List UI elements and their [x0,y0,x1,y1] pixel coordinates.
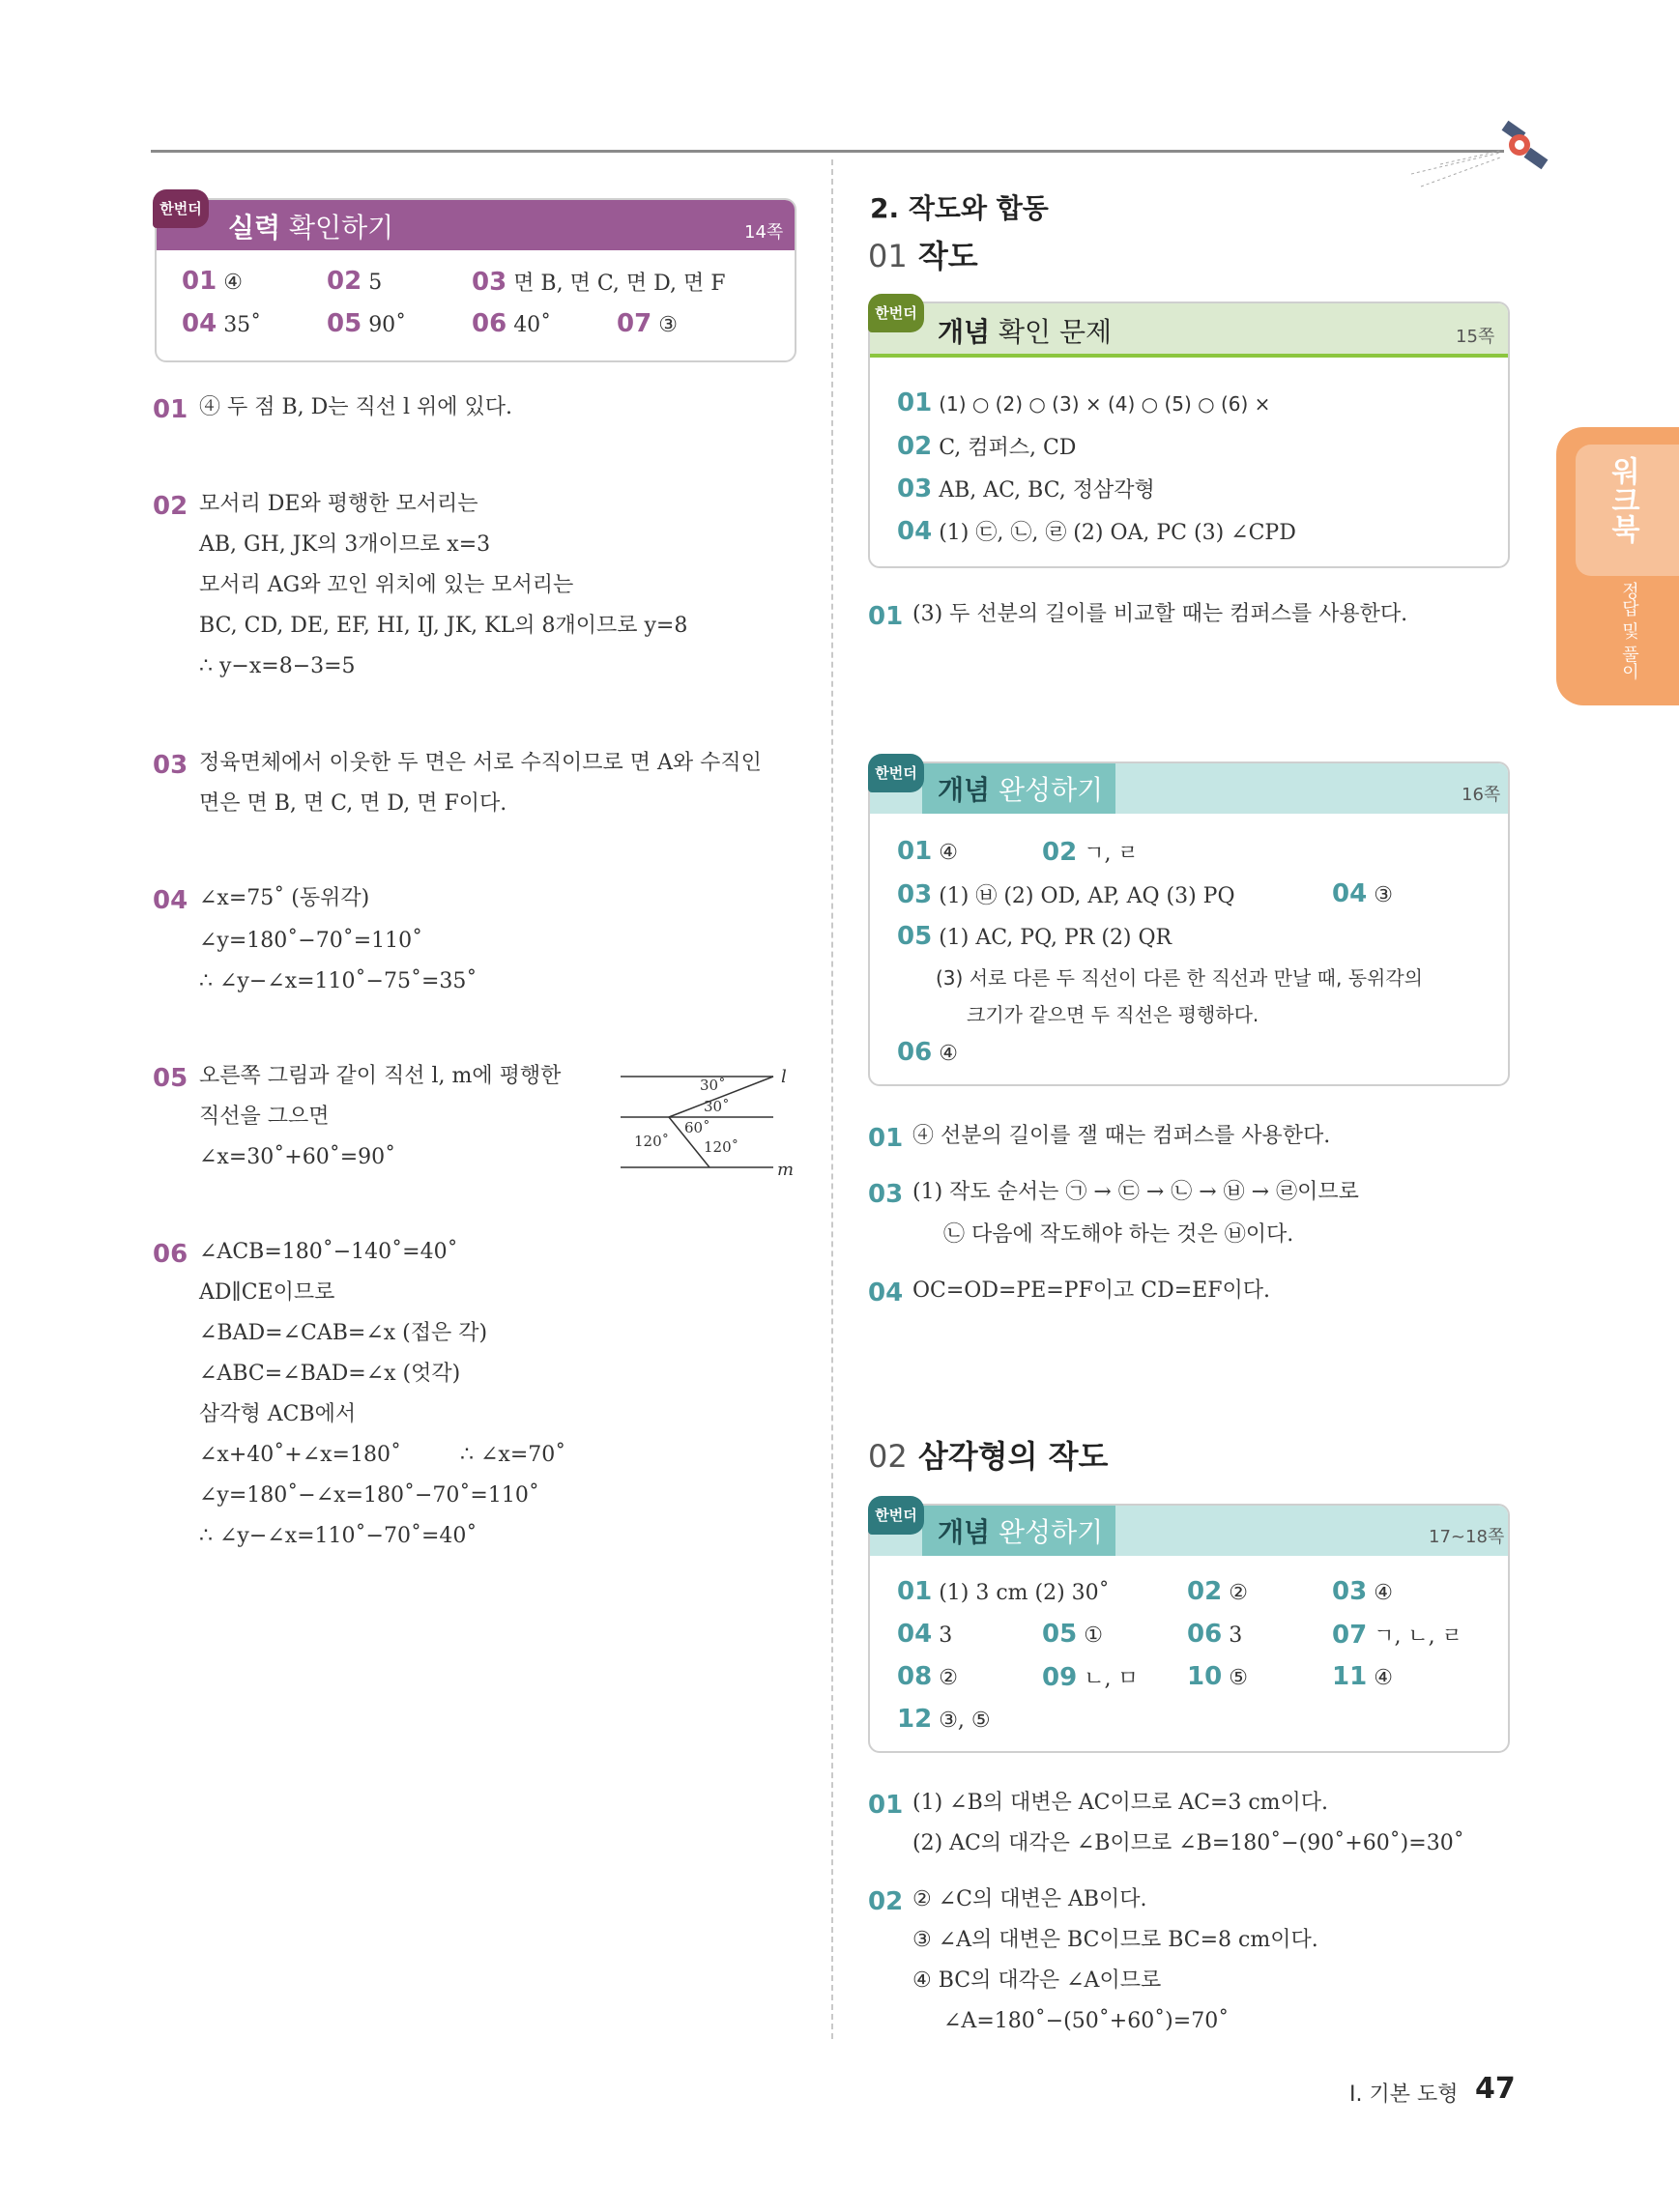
solution-line: ∠ABC=∠BAD=∠x (엇각) [199,1362,461,1386]
solution-number: 02 [153,492,188,521]
solution-number: 01 [153,395,188,424]
solution-line: ∠y=180˚−∠x=180˚−70˚=110˚ [199,1483,539,1508]
column-divider [831,159,833,2039]
solution-line: ∠A=180˚−(50˚+60˚)=70˚ [943,2009,1230,2033]
page-ref: 15쪽 [1456,327,1495,347]
answer-item: 08 ② [897,1662,958,1691]
solution-line: (1) 작도 순서는 ㉠ → ㉢ → ㉡ → ㉥ → ㉣이므로 [912,1180,1359,1204]
answer-item: 12 ③, ⑤ [897,1705,991,1734]
solution-number: 03 [868,1180,904,1209]
solution-number: 04 [153,886,188,915]
box-title: 실력 확인하기 [228,212,394,244]
answer-item: 02 5 [327,267,383,296]
solution-line: ∠ACB=180˚−140˚=40˚ [199,1240,458,1264]
page-number: 47 [1475,2072,1516,2106]
solution-number: 06 [153,1240,188,1269]
solution-number: 05 [153,1064,188,1093]
page-ref: 14쪽 [744,222,784,243]
figure-label: 120˚ [704,1138,739,1156]
solution-line: ∴ ∠y−∠x=110˚−70˚=40˚ [199,1524,478,1548]
solution-number: 04 [868,1278,904,1307]
answer-item: 04 3 [897,1620,953,1649]
answer-item: 03 ④ [1332,1577,1393,1606]
solution-line: ∠x+40˚+∠x=180˚ [199,1443,401,1467]
answer-item: 10 ⑤ [1187,1662,1248,1691]
answer-item: 06 ④ [897,1038,958,1067]
box-title: 개념 완성하기 [938,1516,1104,1548]
side-tab-subtitle: 정답 및 풀이 [1619,582,1639,680]
solution-number: 01 [868,602,904,631]
satellite-icon [1411,114,1556,191]
solution-line: ④ 선분의 길이를 잴 때는 컴퍼스를 사용한다. [912,1124,1331,1148]
answer-item: 02 ② [1187,1577,1248,1606]
subsection-title: 02 삼각형의 작도 [868,1438,1109,1475]
answer-line: 크기가 같으면 두 직선은 평행하다. [967,1003,1259,1026]
answer-item: 05 ① [1042,1620,1103,1649]
solution-line: AD∥CE이므로 [199,1280,335,1305]
solution-line: (3) 두 선분의 길이를 비교할 때는 컴퍼스를 사용한다. [912,602,1408,626]
solution-line: OC=OD=PE=PF이고 CD=EF이다. [912,1278,1270,1303]
solution-line: ∴ ∠x=70˚ [460,1443,566,1467]
answer-line: (3) 서로 다른 두 직선이 다른 한 직선과 만날 때, 동위각의 [936,966,1423,990]
answer-item: 05 90˚ [327,309,407,338]
solution-line: 모서리 DE와 평행한 모서리는 [199,492,478,516]
answer-item: 11 ④ [1332,1662,1393,1691]
solution-number: 01 [868,1791,904,1820]
solution-line: ∠x=30˚+60˚=90˚ [199,1145,396,1169]
solution-line: (1) ∠B의 대변은 AC이므로 AC=3 cm이다. [912,1791,1329,1815]
answer-item: 07 ㄱ, ㄴ, ㄹ [1332,1621,1462,1650]
answer-item: 07 ③ [617,309,678,338]
footer-chapter: Ⅰ. 기본 도형 [1349,2083,1459,2107]
solution-line: ④ 두 점 B, D는 직선 l 위에 있다. [199,395,513,419]
answer-item: 01 (1) ○ (2) ○ (3) × (4) ○ (5) ○ (6) × [897,388,1271,417]
answer-item: 02 C, 컴퍼스, CD [897,432,1077,461]
top-rule [151,150,1504,153]
answer-item: 01 ④ [182,267,243,296]
subsection-title: 01 작도 [868,238,978,274]
answer-item: 04 (1) ㉢, ㉡, ㉣ (2) OA, PC (3) ∠CPD [897,517,1296,546]
solution-line: AB, GH, JK의 3개이므로 x=3 [199,532,491,557]
solution-line: ③ ∠A의 대변은 BC이므로 BC=8 cm이다. [912,1928,1318,1952]
solution-line: ∴ y−x=8−3=5 [199,654,356,678]
solution-number: 01 [868,1124,904,1153]
solution-line: 오른쪽 그림과 같이 직선 l, m에 평행한 [199,1064,562,1088]
solution-line: 삼각형 ACB에서 [199,1402,357,1426]
solution-line: BC, CD, DE, EF, HI, IJ, JK, KL의 8개이므로 y=8 [199,614,688,638]
solution-line: ④ BC의 대각은 ∠A이므로 [912,1968,1162,1993]
figure-label: l [781,1067,787,1087]
figure-label: 120˚ [634,1133,670,1150]
answer-item: 03 면 B, 면 C, 면 D, 면 F [472,268,726,297]
solution-line: ㉡ 다음에 작도해야 하는 것은 ㉥이다. [943,1222,1294,1247]
answer-item: 06 3 [1187,1620,1243,1649]
answer-item: 05 (1) AC, PQ, PR (2) QR [897,922,1172,951]
figure-label: m [777,1160,795,1180]
parallel-lines-figure [615,1061,798,1187]
figure-label: 30˚ [700,1077,726,1094]
page-ref: 16쪽 [1462,785,1501,805]
solution-line: ∠BAD=∠CAB=∠x (접은 각) [199,1321,488,1345]
chapter-title: 2. 작도와 합동 [870,192,1049,224]
box-title: 개념 완성하기 [938,774,1104,806]
solution-line: 면은 면 B, 면 C, 면 D, 면 F이다. [199,791,507,816]
figure-label: 60˚ [684,1119,710,1136]
answer-item: 01 ④ [897,837,958,866]
side-tab-title: 워크북 [1606,456,1639,543]
badge: 한번더 [868,754,924,792]
answer-item: 06 40˚ [472,309,552,338]
solution-number: 03 [153,751,188,780]
solution-line: ∠y=180˚−70˚=110˚ [199,929,423,953]
answer-item: 02 ㄱ, ㄹ [1042,838,1139,867]
badge: 한번더 [153,189,209,228]
solution-line: (2) AC의 대각은 ∠B이므로 ∠B=180˚−(90˚+60˚)=30˚ [912,1831,1464,1855]
solution-line: 모서리 AG와 꼬인 위치에 있는 모서리는 [199,573,574,597]
solution-number: 02 [868,1887,904,1916]
figure-label: 30˚ [704,1098,730,1115]
box-title: 개념 확인 문제 [938,316,1113,348]
answer-item: 03 AB, AC, BC, 정삼각형 [897,474,1155,503]
solution-line: ∴ ∠y−∠x=110˚−75˚=35˚ [199,969,478,993]
answer-item: 09 ㄴ, ㅁ [1042,1663,1139,1692]
answer-item: 04 ③ [1332,879,1393,908]
answer-item: 03 (1) ㉥ (2) OD, AP, AQ (3) PQ [897,880,1235,909]
badge: 한번더 [868,294,924,332]
side-tab[interactable] [1556,427,1679,705]
solution-line: ∠x=75˚ (동위각) [199,886,370,910]
answer-item: 04 35˚ [182,309,262,338]
solution-line: 직선을 그으면 [199,1105,330,1129]
badge: 한번더 [868,1496,924,1535]
answer-item: 01 (1) 3 cm (2) 30˚ [897,1577,1110,1606]
page-ref: 17~18쪽 [1429,1527,1505,1547]
solution-line: 정육면체에서 이웃한 두 면은 서로 수직이므로 면 A와 수직인 [199,751,762,775]
solution-line: ② ∠C의 대변은 AB이다. [912,1887,1147,1911]
